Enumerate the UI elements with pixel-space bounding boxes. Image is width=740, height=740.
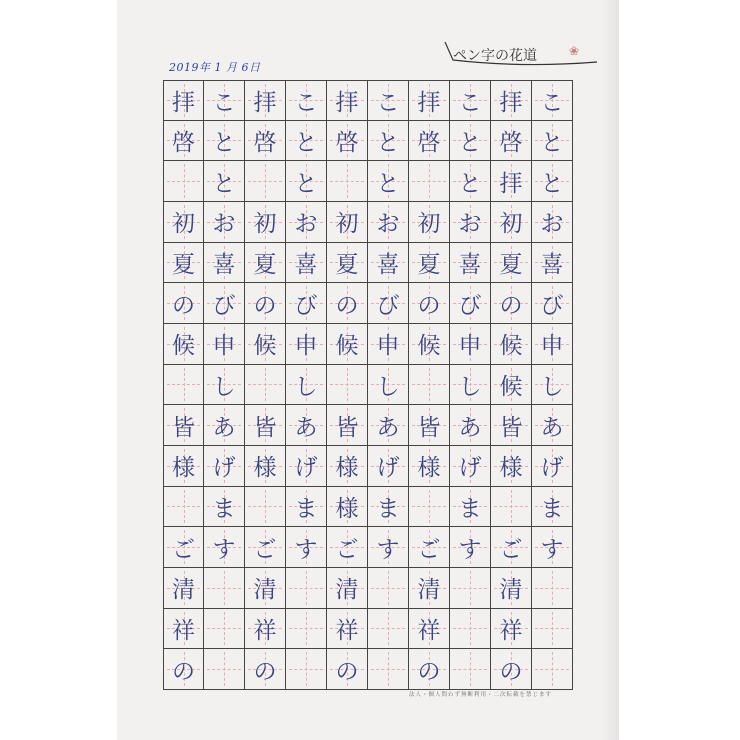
grid-cell <box>286 202 327 243</box>
grid-cell <box>286 568 327 609</box>
grid-cell <box>368 609 409 650</box>
grid-cell <box>532 446 573 487</box>
grid-cell <box>368 202 409 243</box>
grid-cell <box>245 527 286 568</box>
grid-character: の <box>172 292 195 319</box>
grid-cell <box>450 243 491 284</box>
grid-character: 啓 <box>253 129 277 156</box>
grid-cell <box>450 568 491 609</box>
grid-character: あ <box>458 414 482 441</box>
grid-character: 祥 <box>253 617 277 644</box>
grid-cell <box>245 446 286 487</box>
grid-character: 拝 <box>335 89 359 116</box>
grid-character: の <box>335 292 359 319</box>
grid-character: の <box>172 658 195 685</box>
grid-cell <box>245 609 286 650</box>
grid-cell <box>204 80 245 121</box>
grid-character: ご <box>499 536 523 563</box>
grid-cell <box>368 649 409 690</box>
grid-cell <box>532 405 573 446</box>
grid-cell <box>327 649 368 690</box>
grid-character: す <box>540 536 564 563</box>
grid-cell <box>409 568 450 609</box>
grid-cell <box>204 446 245 487</box>
grid-character: こ <box>376 89 400 116</box>
grid-cell <box>286 487 327 528</box>
grid-cell <box>532 365 573 406</box>
grid-character: し <box>458 373 482 400</box>
grid-character: 夏 <box>172 251 195 278</box>
grid-character: こ <box>458 89 482 116</box>
grid-cell <box>491 487 532 528</box>
grid-cell <box>409 80 450 121</box>
grid-character: び <box>376 292 400 319</box>
grid-cell <box>409 161 450 202</box>
grid-cell <box>409 609 450 650</box>
grid-cell <box>450 446 491 487</box>
grid-character: び <box>294 292 318 319</box>
grid-cell <box>409 365 450 406</box>
grid-character: と <box>458 129 482 156</box>
grid-character: 啓 <box>335 129 359 156</box>
grid-cell <box>532 649 573 690</box>
grid-character: 祥 <box>172 617 195 644</box>
grid-character: 啓 <box>172 129 195 156</box>
grid-cell <box>163 243 204 284</box>
grid-character: 様 <box>335 495 359 522</box>
grid-cell <box>450 80 491 121</box>
grid-cell <box>204 324 245 365</box>
grid-character: の <box>417 292 441 319</box>
grid-character: 拝 <box>417 89 441 116</box>
grid-cell <box>491 446 532 487</box>
grid-cell <box>327 609 368 650</box>
grid-cell <box>245 324 286 365</box>
grid-cell <box>532 487 573 528</box>
grid-cell <box>368 161 409 202</box>
grid-cell <box>450 405 491 446</box>
grid-character: げ <box>458 455 482 482</box>
grid-cell <box>245 487 286 528</box>
grid-cell <box>368 324 409 365</box>
grid-cell <box>245 243 286 284</box>
grid-cell <box>204 568 245 609</box>
grid-character: ま <box>212 495 236 522</box>
grid-cell <box>327 283 368 324</box>
grid-cell <box>245 649 286 690</box>
grid-cell <box>204 405 245 446</box>
grid-cell <box>163 365 204 406</box>
grid-character: ご <box>253 536 277 563</box>
grid-cell <box>163 446 204 487</box>
grid-cell <box>245 405 286 446</box>
grid-character: 拝 <box>499 170 523 197</box>
grid-cell <box>368 121 409 162</box>
grid-cell <box>327 80 368 121</box>
grid-character: 祥 <box>335 617 359 644</box>
grid-cell <box>409 405 450 446</box>
grid-character: の <box>253 658 277 685</box>
grid-cell <box>368 405 409 446</box>
grid-character: と <box>540 129 564 156</box>
grid-cell <box>327 405 368 446</box>
grid-character: こ <box>294 89 318 116</box>
grid-cell <box>491 243 532 284</box>
grid-cell <box>409 202 450 243</box>
grid-cell <box>450 487 491 528</box>
grid-cell <box>368 527 409 568</box>
brand-header <box>443 40 603 72</box>
grid-cell <box>163 283 204 324</box>
grid-cell <box>368 568 409 609</box>
grid-cell <box>450 161 491 202</box>
grid-character: 啓 <box>417 129 441 156</box>
grid-cell <box>450 649 491 690</box>
grid-cell <box>450 365 491 406</box>
grid-character: お <box>540 211 564 238</box>
grid-cell <box>327 202 368 243</box>
grid-cell <box>532 121 573 162</box>
grid-cell <box>368 487 409 528</box>
grid-character: の <box>253 292 277 319</box>
grid-character: し <box>376 373 400 400</box>
grid-cell <box>491 161 532 202</box>
grid-character: 候 <box>499 373 523 400</box>
grid-character: お <box>212 211 236 238</box>
grid-cell <box>491 649 532 690</box>
grid-cell <box>204 527 245 568</box>
grid-character: 喜 <box>540 251 564 278</box>
grid-character: 初 <box>253 211 277 238</box>
grid-cell <box>532 80 573 121</box>
grid-cell <box>286 365 327 406</box>
grid-character: 清 <box>335 577 359 604</box>
grid-character: 祥 <box>499 617 523 644</box>
grid-cell <box>163 202 204 243</box>
grid-character: と <box>212 170 236 197</box>
grid-character: あ <box>212 414 236 441</box>
grid-cell <box>286 80 327 121</box>
grid-cell <box>245 365 286 406</box>
grid-cell <box>327 446 368 487</box>
grid-cell <box>327 527 368 568</box>
grid-cell <box>532 609 573 650</box>
grid-cell <box>204 121 245 162</box>
grid-character: し <box>294 373 318 400</box>
grid-cell <box>327 161 368 202</box>
grid-character: 候 <box>499 333 523 360</box>
grid-character: 皆 <box>172 414 195 441</box>
grid-cell <box>368 243 409 284</box>
grid-character: の <box>499 292 523 319</box>
grid-character: 皆 <box>499 414 523 441</box>
grid-character: と <box>212 129 236 156</box>
grid-character: あ <box>294 414 318 441</box>
grid-character: 夏 <box>253 251 277 278</box>
grid-character: げ <box>376 455 400 482</box>
grid-character: ご <box>335 536 359 563</box>
grid-cell <box>409 283 450 324</box>
grid-cell <box>491 405 532 446</box>
grid-character: 候 <box>335 333 359 360</box>
grid-cell <box>286 649 327 690</box>
grid-cell <box>327 487 368 528</box>
grid-character: 喜 <box>376 251 400 278</box>
grid-cell <box>409 446 450 487</box>
grid-character: 夏 <box>335 251 359 278</box>
grid-cell <box>450 527 491 568</box>
grid-cell <box>409 121 450 162</box>
grid-cell <box>450 609 491 650</box>
grid-cell <box>532 243 573 284</box>
grid-character: 候 <box>417 333 441 360</box>
grid-character: す <box>212 536 236 563</box>
grid-character: び <box>212 292 236 319</box>
grid-character: 初 <box>417 211 441 238</box>
grid-character: 喜 <box>458 251 482 278</box>
grid-character: 清 <box>417 577 441 604</box>
grid-character: げ <box>294 455 318 482</box>
grid-cell <box>163 121 204 162</box>
grid-character: お <box>376 211 400 238</box>
grid-cell <box>409 487 450 528</box>
grid-cell <box>163 161 204 202</box>
grid-cell <box>204 202 245 243</box>
grid-cell <box>491 568 532 609</box>
flower-icon: ❀ <box>569 44 580 58</box>
grid-cell <box>245 161 286 202</box>
grid-character: の <box>499 658 523 685</box>
grid-cell <box>368 283 409 324</box>
grid-cell <box>532 202 573 243</box>
grid-character: こ <box>540 89 564 116</box>
grid-cell <box>532 283 573 324</box>
grid-character: 喜 <box>294 251 318 278</box>
grid-character: 様 <box>499 455 523 482</box>
grid-character: お <box>458 211 482 238</box>
grid-character: と <box>294 129 318 156</box>
grid-cell <box>409 649 450 690</box>
grid-cell <box>368 80 409 121</box>
grid-cell <box>450 121 491 162</box>
grid-character: 様 <box>253 455 277 482</box>
grid-cell <box>163 609 204 650</box>
grid-cell <box>409 324 450 365</box>
grid-character: あ <box>540 414 564 441</box>
grid-character: す <box>294 536 318 563</box>
grid-cell <box>286 527 327 568</box>
grid-cell <box>532 324 573 365</box>
grid-character: 申 <box>540 333 564 360</box>
grid-character: と <box>540 170 564 197</box>
grid-character: 申 <box>212 333 236 360</box>
grid-cell <box>204 609 245 650</box>
grid-cell <box>327 243 368 284</box>
grid-cell <box>491 365 532 406</box>
grid-character: ま <box>540 495 564 522</box>
grid-character: ま <box>294 495 318 522</box>
grid-cell <box>409 527 450 568</box>
grid-character: ま <box>376 495 400 522</box>
grid-cell <box>368 365 409 406</box>
page-shadow <box>601 0 619 740</box>
grid-character: 喜 <box>212 251 236 278</box>
grid-character: 初 <box>335 211 359 238</box>
grid-cell <box>163 527 204 568</box>
grid-cell <box>491 202 532 243</box>
grid-character: 皆 <box>253 414 277 441</box>
grid-character: 祥 <box>417 617 441 644</box>
grid-character: あ <box>376 414 400 441</box>
grid-character: の <box>417 658 441 685</box>
grid-character: 拝 <box>253 89 277 116</box>
practice-sheet <box>117 0 619 740</box>
grid-cell <box>491 324 532 365</box>
grid-cell <box>491 527 532 568</box>
grid-cell <box>245 121 286 162</box>
grid-character: 候 <box>253 333 277 360</box>
grid-cell <box>450 202 491 243</box>
grid-cell <box>286 405 327 446</box>
grid-character: 初 <box>172 211 195 238</box>
grid-cell <box>204 283 245 324</box>
grid-character: す <box>376 536 400 563</box>
grid-character: ま <box>458 495 482 522</box>
grid-cell <box>491 80 532 121</box>
grid-character: の <box>335 658 359 685</box>
grid-cell <box>163 649 204 690</box>
grid-character: し <box>212 373 236 400</box>
grid-character: 皆 <box>417 414 441 441</box>
grid-cell <box>245 283 286 324</box>
grid-character: 様 <box>335 455 359 482</box>
grid-cell <box>204 649 245 690</box>
grid-cell <box>286 609 327 650</box>
grid-cell <box>368 446 409 487</box>
grid-cell <box>450 283 491 324</box>
grid-cell <box>491 283 532 324</box>
grid-cell <box>491 121 532 162</box>
grid-character: げ <box>540 455 564 482</box>
grid-character: 申 <box>376 333 400 360</box>
grid-character: す <box>458 536 482 563</box>
grid-cell <box>286 161 327 202</box>
grid-character: 候 <box>172 333 195 360</box>
grid-character: 申 <box>294 333 318 360</box>
grid-character: 啓 <box>499 129 523 156</box>
grid-character: 申 <box>458 333 482 360</box>
grid-character: ご <box>172 536 195 563</box>
grid-character: 様 <box>417 455 441 482</box>
grid-character: 拝 <box>172 89 195 116</box>
grid-cell <box>286 283 327 324</box>
grid-cell <box>245 202 286 243</box>
grid-cell <box>204 243 245 284</box>
character-grid <box>163 80 573 690</box>
grid-cell <box>163 324 204 365</box>
grid-character: 様 <box>172 455 195 482</box>
grid-character: と <box>294 170 318 197</box>
grid-character: し <box>540 373 564 400</box>
grid-cell <box>532 568 573 609</box>
grid-character: 皆 <box>335 414 359 441</box>
grid-character: こ <box>212 89 236 116</box>
grid-cell <box>163 80 204 121</box>
grid-cell <box>450 324 491 365</box>
grid-cell <box>409 243 450 284</box>
grid-cell <box>204 161 245 202</box>
grid-character: げ <box>212 455 236 482</box>
grid-cell <box>163 568 204 609</box>
grid-character: お <box>294 211 318 238</box>
grid-cell <box>204 365 245 406</box>
grid-character: と <box>376 170 400 197</box>
grid-cell <box>532 161 573 202</box>
grid-character: と <box>376 129 400 156</box>
copyright-note: 法人・個人問わず無断利用・二次転載を禁じます <box>409 692 553 698</box>
grid-cell <box>532 527 573 568</box>
grid-character: 初 <box>499 211 523 238</box>
grid-character: 夏 <box>499 251 523 278</box>
grid-cell <box>163 487 204 528</box>
grid-cell <box>204 487 245 528</box>
grid-cell <box>327 121 368 162</box>
grid-character: 清 <box>253 577 277 604</box>
grid-cell <box>245 80 286 121</box>
grid-cell <box>286 121 327 162</box>
grid-cell <box>286 243 327 284</box>
grid-character: ご <box>417 536 441 563</box>
grid-character: 拝 <box>499 89 523 116</box>
grid-character: び <box>458 292 482 319</box>
grid-cell <box>491 609 532 650</box>
date-label: 2019年 1 月 6日 <box>169 61 261 74</box>
grid-cell <box>163 405 204 446</box>
grid-character: 夏 <box>417 251 441 278</box>
grid-cell <box>327 365 368 406</box>
brand-title: ペン字の花道 <box>453 48 537 64</box>
grid-cell <box>245 568 286 609</box>
grid-character: と <box>458 170 482 197</box>
grid-cell <box>286 446 327 487</box>
grid-cell <box>327 568 368 609</box>
grid-cell <box>327 324 368 365</box>
grid-character: び <box>540 292 564 319</box>
grid-cell <box>286 324 327 365</box>
grid-character: 清 <box>499 577 523 604</box>
grid-character: 清 <box>172 577 195 604</box>
